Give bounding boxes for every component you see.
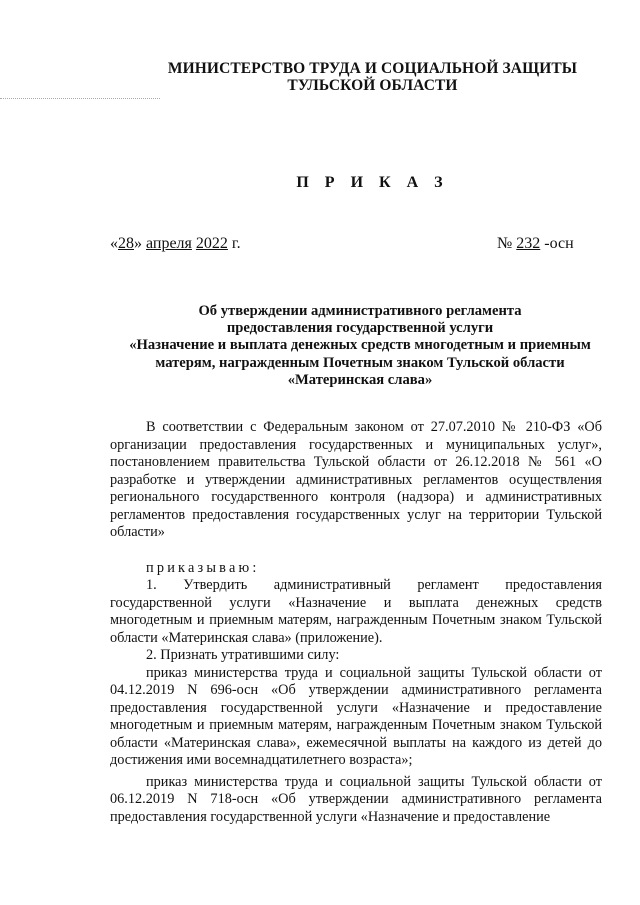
date-year-suffix: г. <box>231 235 241 252</box>
ministry-header <box>0 60 640 94</box>
date-month: апреля <box>146 235 192 252</box>
subject-line-5: «Материнская слава» <box>287 371 433 388</box>
ministry-line-2: ТУЛЬСКОЙ ОБЛАСТИ <box>287 77 458 94</box>
order-title: П Р И К А З <box>296 174 449 191</box>
number-value: 232 <box>516 235 541 252</box>
subject-line-2: предоставления государственной услуги <box>226 320 494 337</box>
item-2-paragraph: 2. Признать утратившими силу: <box>146 647 340 663</box>
item-2b-paragraph: приказ министерства труда и социальной защиты Тульской области от 06.12.2019 N 718-осн «Об утверждении административного регламента предоставления государственной услуги «Назначение и предоставление <box>110 773 602 825</box>
scan-artifact-line <box>0 98 160 100</box>
preamble-paragraph: В соответствии с Федеральным законом от 27.07.2010 № 210-ФЗ «Об организации предоставления государственных и муниципальных услуг», постановлением правительства Тульской области от 26.12.2018 № 561 «О разработке и утверждении административных регламентов осуществления регионального государственного контроля (надзора) и административных регламентов предоставления государственных услуг на территории Тульской области» <box>110 419 602 540</box>
subject-line-1: Об утверждении административного регламента <box>198 303 522 319</box>
number-suffix: -осн <box>544 235 574 252</box>
date-close-quote: » <box>134 235 142 252</box>
item-1-paragraph: 1. Утвердить административный регламент предоставления государственной услуги «Назначение и выплата денежных средств многодетным и приемным матерям, награжденным Почетным знаком Тульской области «Материнская слава» (приложение). <box>110 577 602 646</box>
prikazyvayu-word: приказываю: <box>146 559 260 576</box>
order-date <box>110 235 241 253</box>
subject-line-4: матерям, награжденным Почетным знаком Тульской области <box>155 354 565 371</box>
item-2a-paragraph: приказ министерства труда и социальной защиты Тульской области от 04.12.2019 N 696-осн «Об утверждении административного регламента предоставления государственной услуги «Назначение и предоставление многодетным и приемным матерям, награжденным Почетным знаком Тульской области «Материнская слава», ежемесячной выплаты на каждого из детей до достижения ими восемнадцатилетнего возраста»; <box>110 664 602 768</box>
order-subject <box>110 303 610 389</box>
ministry-line-1: МИНИСТЕРСТВО ТРУДА И СОЦИАЛЬНОЙ ЗАЩИТЫ <box>167 60 578 77</box>
subject-line-3: «Назначение и выплата денежных средств многодетным и приемным <box>129 337 591 354</box>
number-prefix: № <box>497 235 513 252</box>
date-open-quote: « <box>110 235 118 252</box>
date-year: 2022 <box>195 235 228 252</box>
date-day: 28 <box>118 235 134 252</box>
order-number <box>497 235 574 253</box>
order-body <box>110 419 602 826</box>
